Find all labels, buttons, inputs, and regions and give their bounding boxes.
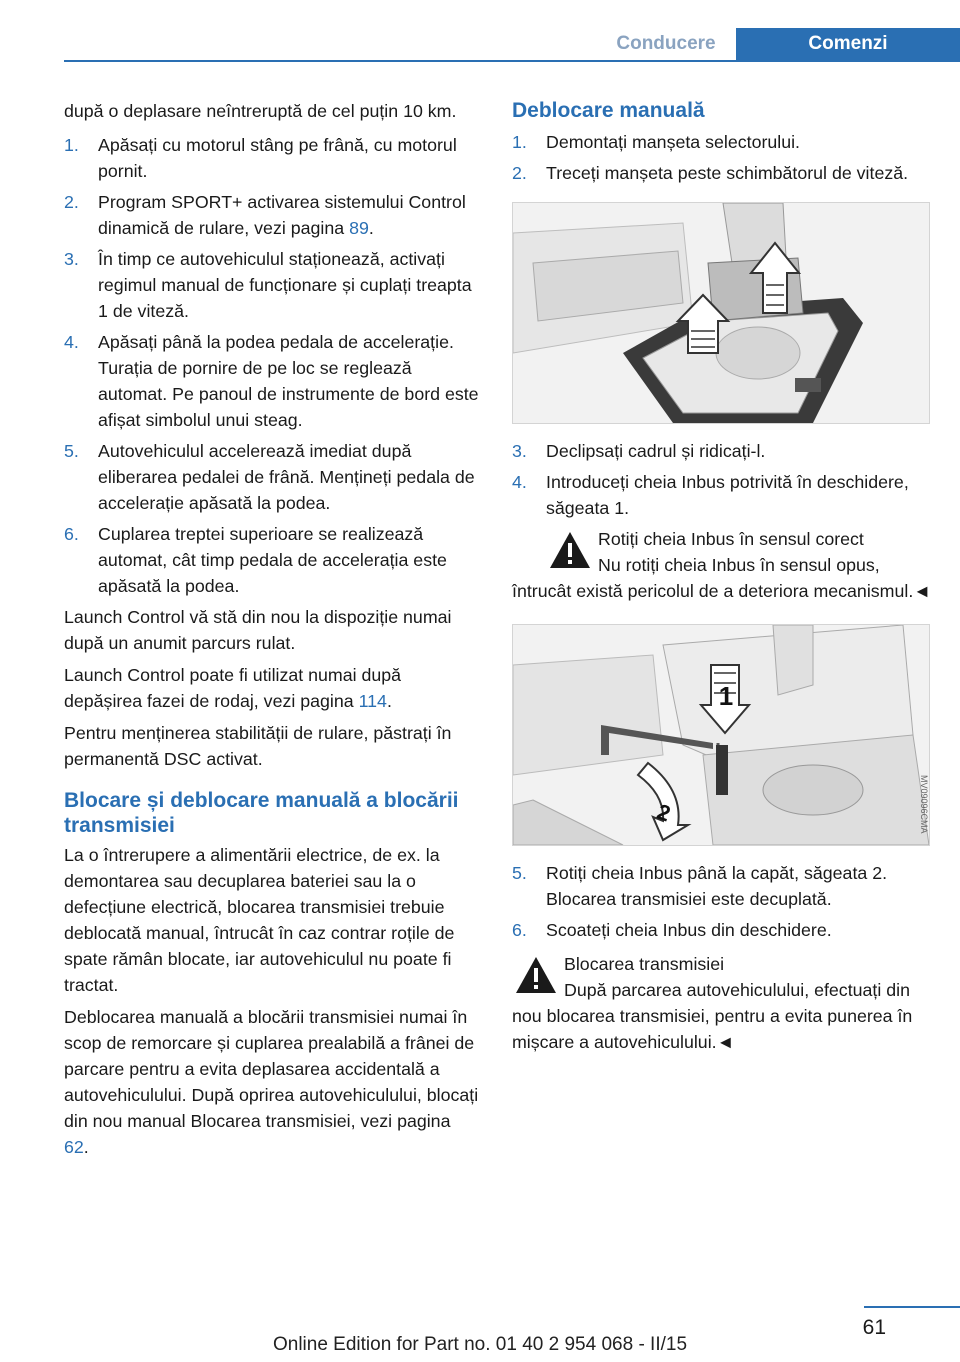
step-number: 3.	[64, 249, 79, 269]
page-number: 61	[862, 1316, 886, 1339]
section-heading: Deblocare manuală	[512, 99, 705, 122]
list-item	[64, 246, 480, 324]
step-text: Autovehiculul accelerează imediat după eliberarea pedalei de frână. Mențineți pedala de accelerație apăsată la podea.	[98, 441, 475, 513]
step-number: 1.	[512, 132, 527, 152]
warning-note	[512, 951, 932, 1055]
section-tab: Conducere	[616, 33, 716, 54]
step-number: 5.	[64, 441, 79, 461]
header-rule	[64, 60, 960, 62]
step-number: 4.	[64, 332, 79, 352]
unlock-steps-c	[512, 860, 932, 943]
list-item	[64, 132, 480, 184]
step-text: În timp ce autovehiculul staționează, activați regimul manual de funcționare și cuplați treapta 1 de viteză.	[98, 249, 472, 321]
step-text: Cuplarea treptei superioare se realizează automat, cât timp pedala de accelerația este apăsată la podea.	[98, 524, 447, 596]
page-header	[0, 0, 960, 62]
step-text: Apăsați cu motorul stâng pe frână, cu motorul pornit.	[98, 135, 457, 181]
warning-body: Nu rotiți cheia Inbus în sensul opus, întrucât există pericolul de a deteriora mecanismul.◄	[512, 555, 931, 601]
unlock-steps-b	[512, 438, 932, 521]
list-item	[512, 129, 932, 155]
list-item	[64, 189, 480, 241]
warning-triangle-icon	[514, 955, 558, 995]
left-column	[64, 98, 480, 1166]
step-text-end: .	[368, 218, 374, 238]
warning-title: Rotiți cheia Inbus în sensul corect	[598, 529, 864, 549]
step-text: Scoateți cheia Inbus din deschidere.	[546, 920, 832, 940]
unlock-steps-a	[512, 129, 932, 186]
paragraph: La o întrerupere a alimentării electrice, de ex. la demontarea sau decuplarea bateriei sau la o defecțiune electrică, blocarea transmisiei trebuie deblocată manual, întrucât în caz contrar roțile de spate rămân blocate, iar autovehiculul nu poate fi tractat.	[64, 845, 455, 995]
warning-triangle-icon	[548, 530, 592, 570]
arrow-label-1: 1	[718, 681, 734, 711]
paragraph-text-end: .	[83, 1137, 89, 1157]
footer-rule	[864, 1306, 960, 1308]
figure-code: MV09096CMA	[919, 775, 929, 834]
list-item	[512, 860, 932, 912]
list-item	[64, 329, 480, 433]
paragraph-text: Deblocarea manuală a blocării transmisiei numai în scop de remorcare și cuplarea prealabilă a frânei de parcare pentru a evita deplasarea accidentală a autovehiculului. După oprirea autovehiculului, blocați din nou manual Blocarea transmisiei, vezi pagina	[64, 1007, 479, 1131]
step-text: Treceți manșeta peste schimbătorul de viteză.	[546, 163, 909, 183]
page-link[interactable]: 114	[358, 691, 387, 711]
step-number: 6.	[64, 524, 79, 544]
step-text: Demontați manșeta selectorului.	[546, 132, 800, 152]
warning-note	[512, 526, 932, 604]
step-text: Rotiți cheia Inbus până la capăt, săgeata 2. Blocarea transmisiei este decuplată.	[546, 863, 888, 909]
step-text: Declipsați cadrul și ridicați-l.	[546, 441, 766, 461]
list-item	[512, 160, 932, 186]
paragraph	[64, 1004, 480, 1160]
step-number: 4.	[512, 472, 527, 492]
arrow-label-2: 2	[653, 798, 674, 827]
page-link[interactable]: 62	[64, 1137, 84, 1157]
list-item	[512, 438, 932, 464]
edition-line: Online Edition for Part no. 01 40 2 954 068 - II/15	[272, 1334, 688, 1355]
step-number: 2.	[512, 163, 527, 183]
step-number: 1.	[64, 135, 79, 155]
selector-boot-illustration	[513, 203, 929, 423]
paragraph-text-end: .	[386, 691, 392, 711]
figure-selector-boot	[512, 202, 930, 424]
paragraph	[64, 662, 480, 714]
step-text: Apăsați până la podea pedala de accelerație. Turația de pornire de pe loc se reglează automat. Pe panoul de instrumente de bord este afișat simbolul unui steag.	[98, 332, 479, 430]
step-number: 6.	[512, 920, 527, 940]
paragraph-text: Launch Control poate fi utilizat numai după depășirea fazei de rodaj, vezi pagina	[64, 665, 402, 711]
list-item	[512, 469, 932, 521]
warning-title: Blocarea transmisiei	[564, 954, 725, 974]
list-item	[64, 438, 480, 516]
launch-steps	[64, 132, 480, 599]
step-number: 5.	[512, 863, 527, 883]
step-text: Introduceți cheia Inbus potrivită în deschidere, săgeata 1.	[546, 472, 909, 518]
paragraph: Launch Control vă stă din nou la dispoziție numai după un anumit parcurs rulat.	[64, 607, 452, 653]
list-item	[64, 521, 480, 599]
warning-body: După parcarea autovehiculului, efectuați din nou blocarea transmisiei, pentru a evita punerea în mișcare a autovehiculului.◄	[512, 980, 913, 1052]
allen-key-illustration	[513, 625, 929, 845]
step-text: Program SPORT+ activarea sistemului Control dinamică de rulare, vezi pagina	[98, 192, 466, 238]
list-item	[512, 917, 932, 943]
intro-text: după o deplasare neîntreruptă de cel puțin 10 km.	[64, 101, 457, 121]
page-link[interactable]: 89	[349, 218, 369, 238]
section-heading: Blocare și deblocare manuală a blocării transmisiei	[64, 789, 459, 837]
paragraph: Pentru menținerea stabilității de rulare, păstrați în permanentă DSC activat.	[64, 723, 452, 769]
step-number: 2.	[64, 192, 79, 212]
figure-allen-key	[512, 624, 930, 846]
step-number: 3.	[512, 441, 527, 461]
chapter-tab: Comenzi	[736, 28, 960, 60]
right-column	[512, 98, 932, 1061]
